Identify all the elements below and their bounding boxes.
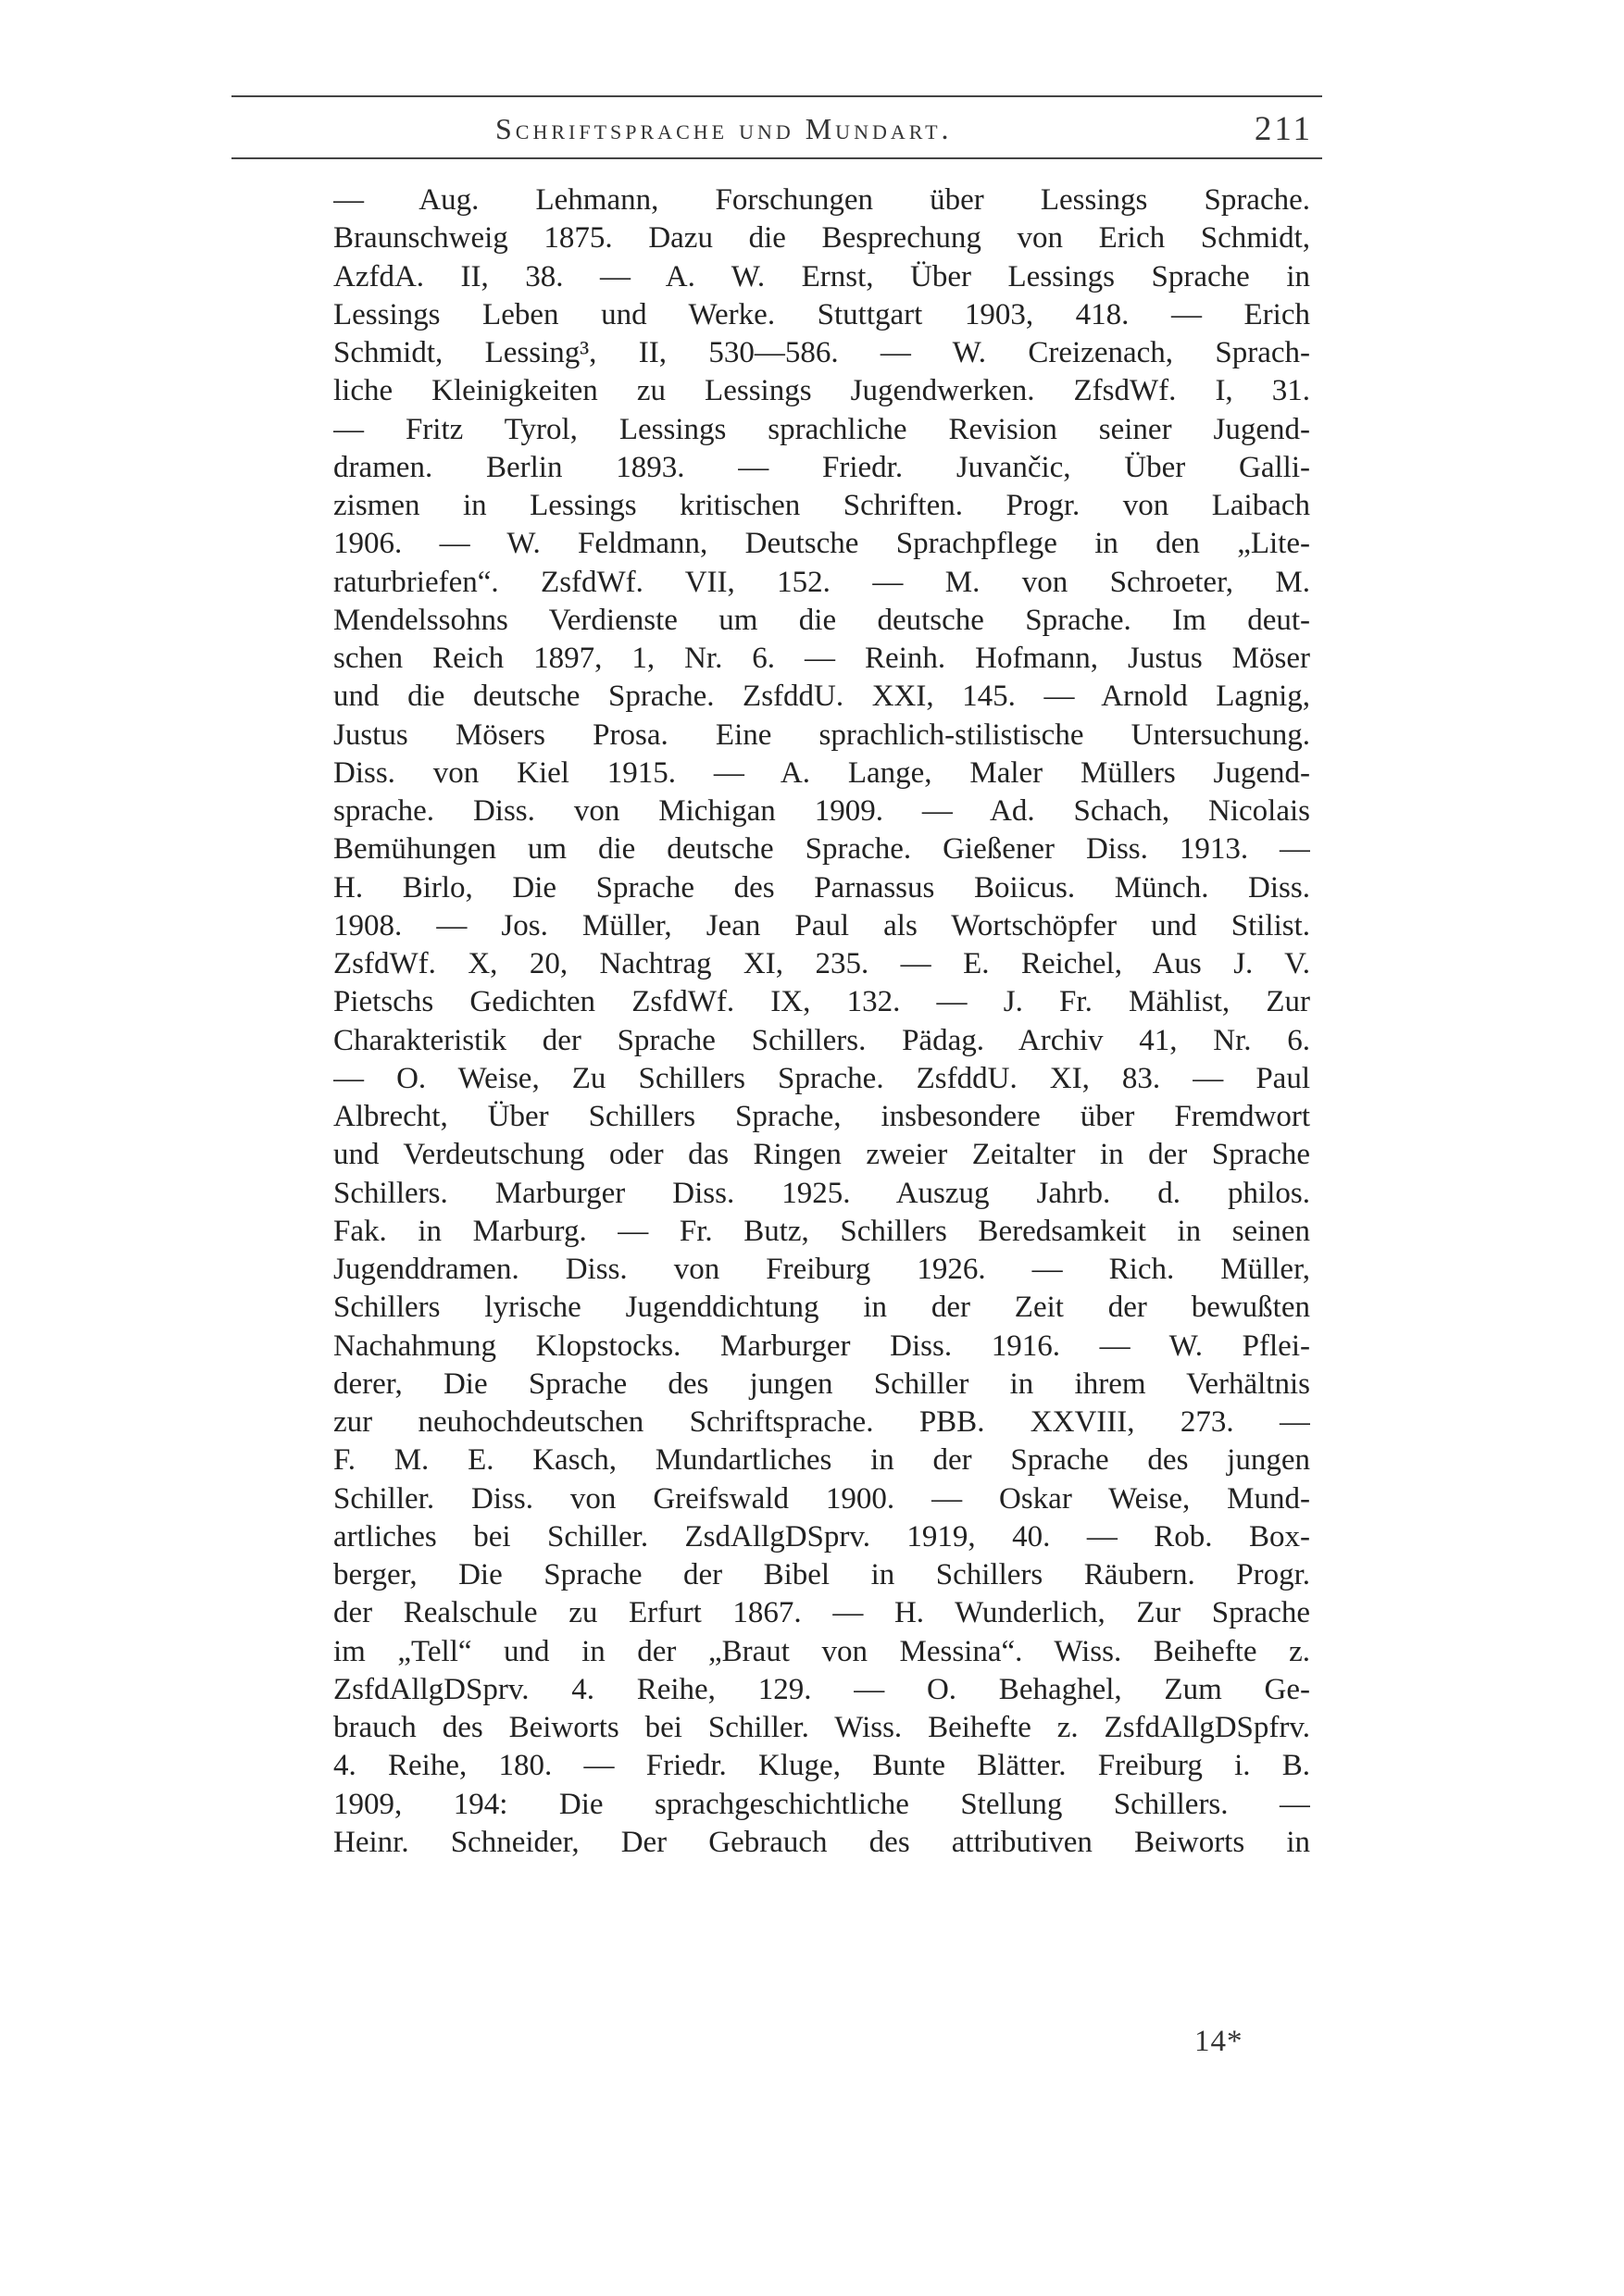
text-line: derer, Die Sprache des jungen Schiller in ihrem Verhältnis (333, 1366, 1310, 1401)
text-line: Schillers lyrische Jugenddichtung in der Zeit der bewußten (333, 1291, 1310, 1325)
text-line: — Fritz Tyrol, Lessings sprachliche Revision seiner Jugend- (333, 412, 1310, 446)
text-line: ZsfdWf. X, 20, Nachtrag XI, 235. — E. Reichel, Aus J. V. (333, 947, 1310, 980)
header-rule-top (231, 95, 1322, 97)
running-title: Schriftsprache und Mundart. (495, 111, 953, 145)
running-head (231, 102, 1322, 156)
text-line: Jugenddramen. Diss. von Freiburg 1926. — Rich. Müller, (333, 1253, 1310, 1286)
text-line: raturbriefen“. ZsfdWf. VII, 152. — M. von Schroeter, M. (333, 565, 1310, 599)
text-line: dramen. Berlin 1893. — Friedr. Juvančic, Über Galli- (333, 450, 1310, 484)
text-line: 1909, 194: Die sprachgeschichtliche Stellung Schillers. — (333, 1787, 1310, 1821)
page-number: 211 (1254, 109, 1313, 148)
text-line: Schmidt, Lessing³, II, 530—586. — W. Creizenach, Sprach- (333, 336, 1310, 369)
text-line: Albrecht, Über Schillers Sprache, insbesondere über Fremdwort (333, 1100, 1310, 1133)
text-line: Schiller. Diss. von Greifswald 1900. — Oskar Weise, Mund- (333, 1481, 1310, 1516)
text-line: Fak. in Marburg. — Fr. Butz, Schillers Beredsamkeit in seinen (333, 1214, 1310, 1248)
text-line: Lessings Leben und Werke. Stuttgart 1903, 418. — Erich (333, 297, 1310, 331)
text-line: berger, Die Sprache der Bibel in Schillers Räubern. Progr. (333, 1558, 1310, 1591)
text-line: liche Kleinigkeiten zu Lessings Jugendwerken. ZfsdWf. I, 31. (333, 374, 1310, 408)
text-line: 1908. — Jos. Müller, Jean Paul als Wortschöpfer und Stilist. (333, 908, 1310, 942)
text-line: AzfdA. II, 38. — A. W. Ernst, Über Lessings Sprache in (333, 259, 1310, 293)
text-line: Schillers. Marburger Diss. 1925. Auszug Jahrb. d. philos. (333, 1176, 1310, 1210)
text-line: Nachahmung Klopstocks. Marburger Diss. 1916. — W. Pflei- (333, 1329, 1310, 1363)
text-line: — Aug. Lehmann, Forschungen über Lessings Sprache. (333, 183, 1310, 217)
text-line: Braunschweig 1875. Dazu die Besprechung von Erich Schmidt, (333, 221, 1310, 256)
text-line: schen Reich 1897, 1, Nr. 6. — Reinh. Hofmann, Justus Möser (333, 642, 1310, 675)
text-line: zismen in Lessings kritischen Schriften. Progr. von Laibach (333, 489, 1310, 522)
text-line: Bemühungen um die deutsche Sprache. Gießener Diss. 1913. — (333, 832, 1310, 867)
text-line: — O. Weise, Zu Schillers Sprache. ZsfddU. XI, 83. — Paul (333, 1061, 1310, 1095)
signature-mark: 14* (1194, 2025, 1243, 2058)
text-line: brauch des Beiworts bei Schiller. Wiss. Beihefte z. ZsfdAllgDSpfrv. (333, 1711, 1310, 1744)
text-line: ZsfdAllgDSprv. 4. Reihe, 129. — O. Behaghel, Zum Ge- (333, 1672, 1310, 1706)
text-line: Charakteristik der Sprache Schillers. Pädag. Archiv 41, Nr. 6. (333, 1023, 1310, 1057)
text-line: Mendelssohns Verdienste um die deutsche Sprache. Im deut- (333, 603, 1310, 637)
text-line: Pietschs Gedichten ZsfdWf. IX, 132. — J. Fr. Mählist, Zur (333, 985, 1310, 1019)
text-line: artliches bei Schiller. ZsdAllgDSprv. 1919, 40. — Rob. Box- (333, 1519, 1310, 1554)
header-rule-bottom (231, 157, 1322, 159)
text-line: 1906. — W. Feldmann, Deutsche Sprachpflege in den „Lite- (333, 527, 1310, 561)
text-line: Heinr. Schneider, Der Gebrauch des attributiven Beiworts in (333, 1825, 1310, 1859)
text-line: der Realschule zu Erfurt 1867. — H. Wunderlich, Zur Sprache (333, 1596, 1310, 1630)
text-line: Diss. von Kiel 1915. — A. Lange, Maler Müllers Jugend- (333, 755, 1310, 790)
text-line: Justus Mösers Prosa. Eine sprachlich-stilistische Untersuchung. (333, 718, 1310, 752)
text-line: 4. Reihe, 180. — Friedr. Kluge, Bunte Blätter. Freiburg i. B. (333, 1749, 1310, 1783)
text-line: und die deutsche Sprache. ZsfddU. XXI, 145. — Arnold Lagnig, (333, 680, 1310, 714)
text-line: im „Tell“ und in der „Braut von Messina“. Wiss. Beihefte z. (333, 1634, 1310, 1668)
bibliography-paragraph (333, 181, 1310, 1862)
text-line: sprache. Diss. von Michigan 1909. — Ad. Schach, Nicolais (333, 794, 1310, 828)
text-line: F. M. E. Kasch, Mundartliches in der Sprache des jungen (333, 1443, 1310, 1478)
text-line: zur neuhochdeutschen Schriftsprache. PBB. XXVIII, 273. — (333, 1405, 1310, 1439)
text-line: H. Birlo, Die Sprache des Parnassus Boiicus. Münch. Diss. (333, 870, 1310, 905)
text-line: und Verdeutschung oder das Ringen zweier Zeitalter in der Sprache (333, 1138, 1310, 1172)
